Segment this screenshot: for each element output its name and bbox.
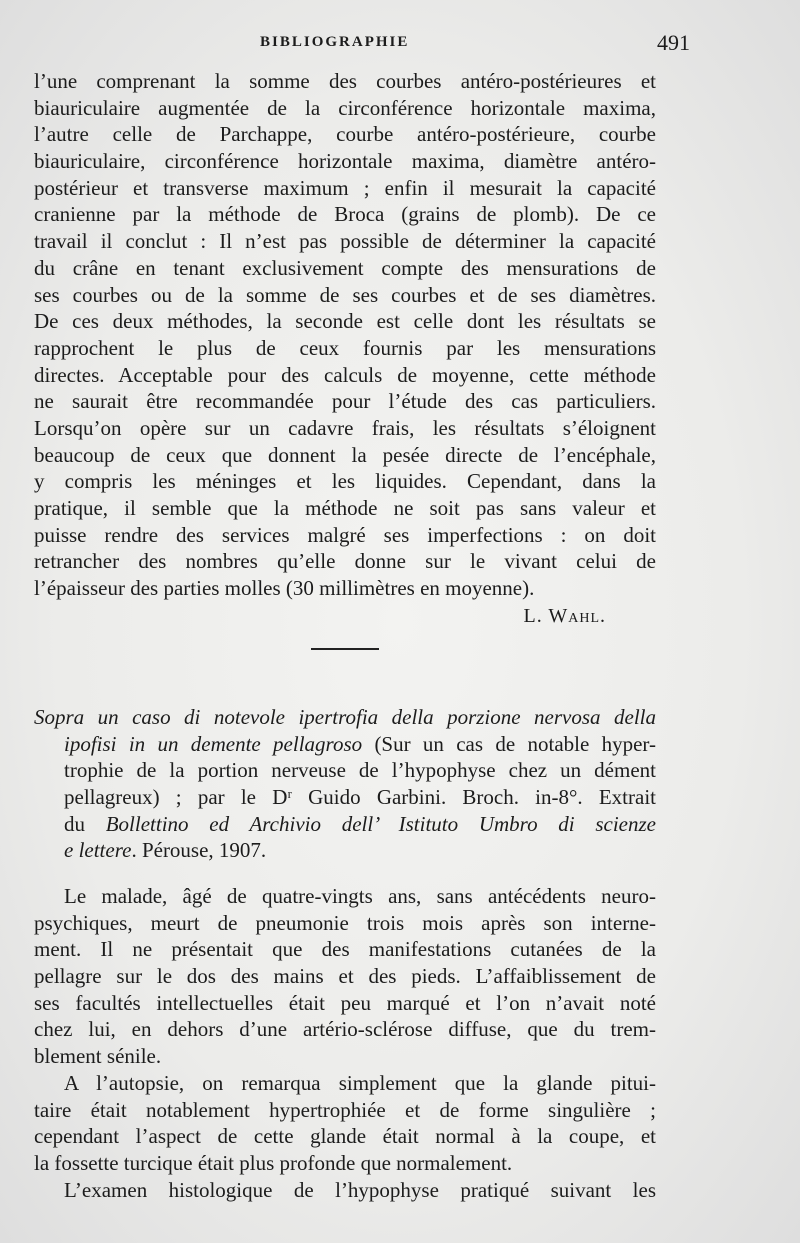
citation-journal: Bollettino ed Archivio dell’ Istituto Umbro di scienze xyxy=(105,811,656,836)
text-line: rapprochent le plus de ceux fournis par les mensurations xyxy=(34,335,656,360)
citation-title-line: Sopra un caso di notevole ipertrofia della porzione nervosa della xyxy=(34,705,656,729)
text-line: l’autre celle de Parchappe, courbe antéro-postérieure, courbe xyxy=(34,122,656,147)
citation-line xyxy=(34,811,656,838)
text-line: pellagre sur le dos des mains et des pieds. L’affaiblissement de xyxy=(34,964,656,989)
citation-line xyxy=(34,837,656,864)
running-title: BIBLIOGRAPHIE xyxy=(260,34,410,50)
citation-line: pellagreux) ; par le Dʳ Guido Garbini. Broch. in-8°. Extrait xyxy=(64,785,656,810)
page-header xyxy=(34,30,690,62)
text-line: ses courbes ou de la somme de ses courbes et de ses diamètres. xyxy=(34,282,656,307)
citation-line xyxy=(34,731,656,758)
text-line: blement sénile. xyxy=(34,1044,162,1069)
text-line: psychiques, meurt de pneumonie trois mois après son interne- xyxy=(34,910,656,935)
text-line: postérieur et transverse maximum ; enfin il mesurait la capacité xyxy=(34,175,656,200)
page-number: 491 xyxy=(657,30,690,55)
text-line: travail il conclut : Il n’est pas possible de déterminer la capacité xyxy=(34,229,656,254)
citation-place-year: . Pérouse, 1907. xyxy=(131,838,267,863)
text-line: directes. Acceptable pour des calculs de moyenne, cette méthode xyxy=(34,362,656,387)
text-line: ses facultés intellectuelles était peu marqué et l’on n’avait noté xyxy=(34,990,656,1015)
bibliographic-citation xyxy=(34,704,656,864)
text-line: Le malade, âgé de quatre-vingts ans, sans antécédents neuro- xyxy=(64,884,656,908)
citation-line: trophie de la portion nerveuse de l’hypophyse chez un dément xyxy=(64,758,656,783)
text-line: beaucoup de ceux que donnent la pesée directe de l’encéphale, xyxy=(34,442,656,467)
text-line: A l’autopsie, on remarqua simplement que la glande pitui- xyxy=(64,1070,656,1095)
text-line: ment. Il ne présentait que des manifestations cutanées de la xyxy=(34,937,656,962)
author-signature: L. Wahl. xyxy=(523,604,606,627)
article-garbini-summary xyxy=(34,883,656,1203)
text-line: cependant l’aspect de cette glande était normal à la coupe, et xyxy=(34,1124,656,1149)
text-line: De ces deux méthodes, la seconde est celle dont les résultats se xyxy=(34,309,656,334)
text-line: ne saurait être recommandée pour l’étude des cas particuliers. xyxy=(34,389,656,414)
text-line: l’une comprenant la somme des courbes antéro-postérieures et xyxy=(34,69,656,93)
text-line: retrancher des nombres qu’elle donne sur le vivant celui de xyxy=(34,549,656,574)
section-divider xyxy=(311,648,379,650)
text-line: chez lui, en dehors d’une artério-sclérose diffuse, que du trem- xyxy=(34,1017,656,1042)
text-line: biauriculaire, circonférence horizontale maxima, diamètre antéro- xyxy=(34,149,656,174)
text-line: la fossette turcique était plus profonde que normalement. xyxy=(34,1150,513,1175)
text-line: taire était notablement hypertrophiée et de forme singulière ; xyxy=(34,1097,656,1122)
citation-journal-end: e lettere xyxy=(64,838,132,863)
article-wahl xyxy=(34,68,656,650)
text-line: du crâne en tenant exclusivement compte des mensurations de xyxy=(34,255,656,280)
text-line: Lorsqu’on opère sur un cadavre frais, les résultats s’éloignent xyxy=(34,415,656,440)
text-line: l’épaisseur des parties molles (30 millimètres en moyenne). xyxy=(34,576,535,601)
citation-title-end: ipofisi in un demente pellagroso xyxy=(64,731,363,756)
text-line: pratique, il semble que la méthode ne soit pas sans valeur et xyxy=(34,496,656,520)
citation-du: du xyxy=(64,811,106,836)
citation-translation-start: (Sur un cas de notable hyper- xyxy=(362,731,656,756)
text-line: biauriculaire augmentée de la circonférence horizontale maxima, xyxy=(34,95,656,120)
text-line: y compris les méninges et les liquides. Cependant, dans la xyxy=(34,469,656,494)
text-line: puisse rendre des services malgré ses imperfections : on doit xyxy=(34,522,656,547)
text-line: cranienne par la méthode de Broca (grains de plomb). De ce xyxy=(34,202,656,227)
text-line: L’examen histologique de l’hypophyse pratiqué suivant les xyxy=(64,1177,656,1202)
